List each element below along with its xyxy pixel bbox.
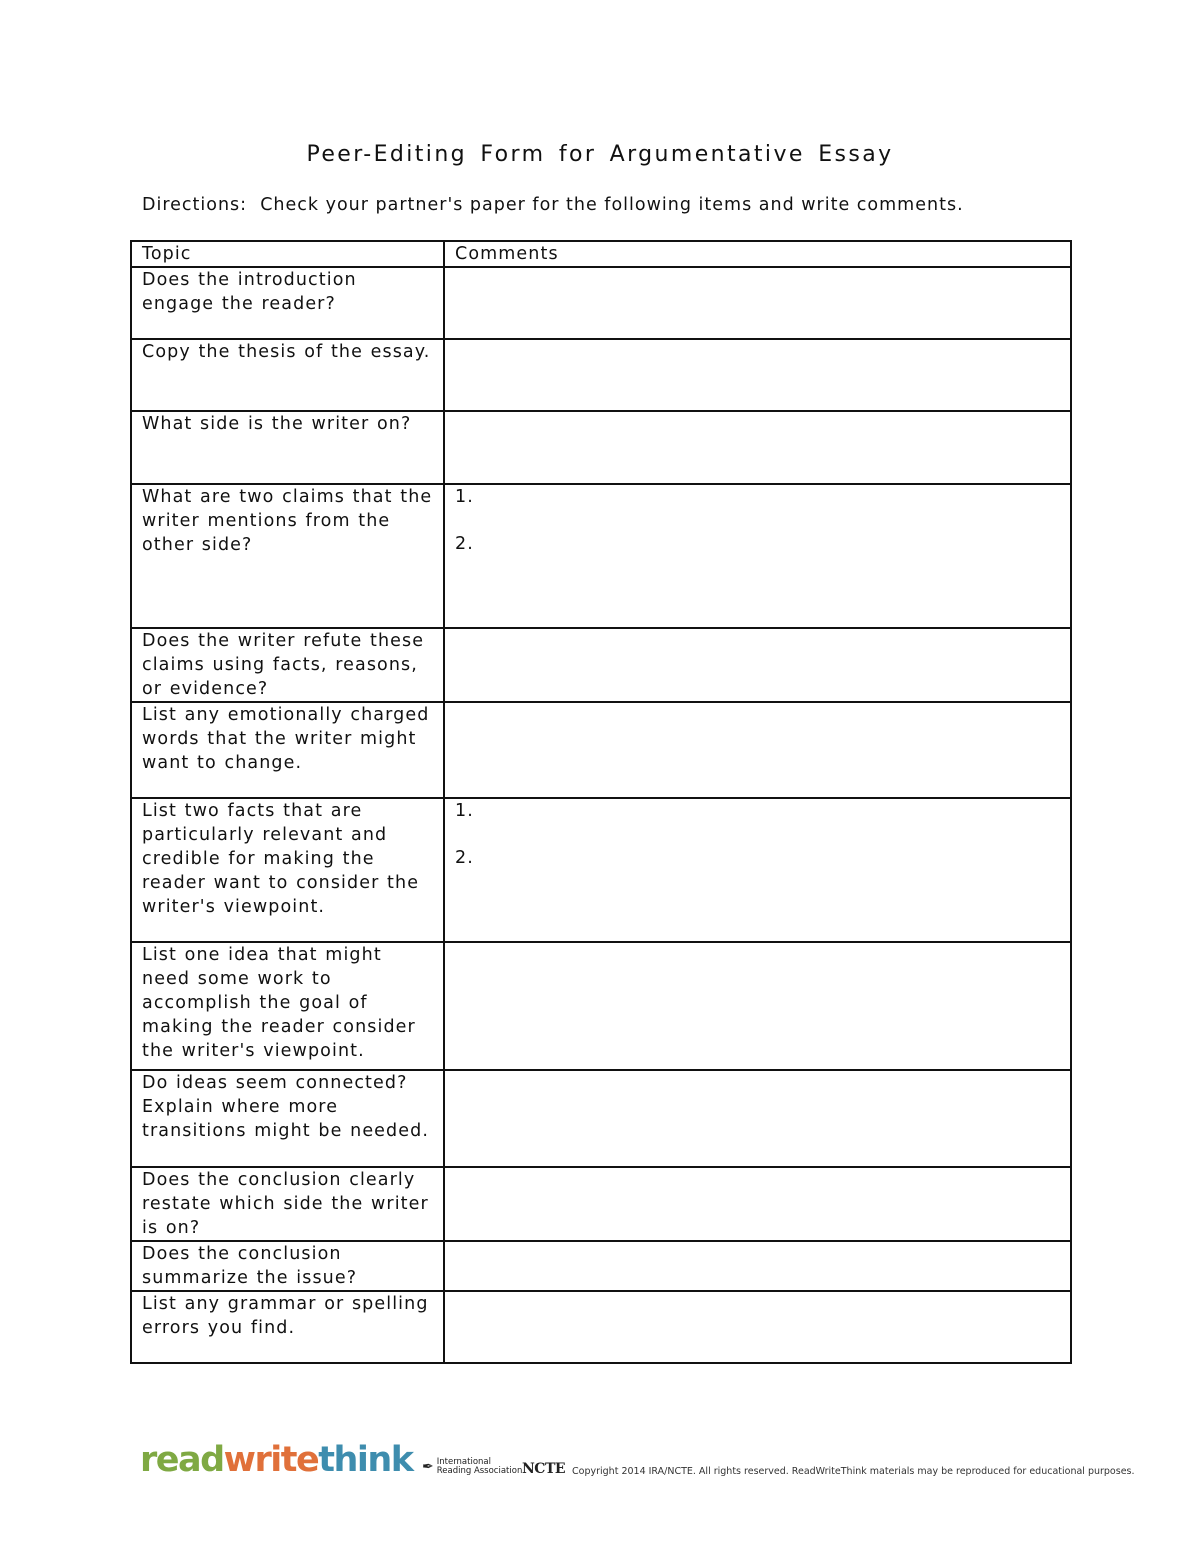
ira-text (437, 1458, 523, 1476)
header-comments: Comments (444, 241, 1071, 267)
table-row (131, 411, 1071, 484)
comment-number-1: 1. (455, 801, 474, 821)
table-row (131, 628, 1071, 702)
topic-cell: Does the introduction engage the reader? (131, 267, 444, 339)
table-row (131, 942, 1071, 1070)
ira-pen-icon: ✒ (422, 1459, 434, 1475)
comment-cell[interactable] (444, 411, 1071, 484)
table-row (131, 339, 1071, 411)
comment-number-1: 1. (455, 487, 474, 507)
topic-cell: What side is the writer on? (131, 411, 444, 484)
topic-cell: Does the writer refute these claims using facts, reasons, or evidence? (131, 628, 444, 702)
ira-logo (422, 1458, 522, 1476)
comment-cell[interactable] (444, 339, 1071, 411)
ira-line2: Reading Association (436, 1466, 523, 1476)
comment-cell[interactable] (444, 1241, 1071, 1291)
comment-number-2: 2. (455, 534, 474, 554)
topic-cell: Does the conclusion clearly restate which side the writer is on? (131, 1167, 444, 1241)
topic-cell: Does the conclusion summarize the issue? (131, 1241, 444, 1291)
table-row (131, 1241, 1071, 1291)
footer (140, 1440, 1135, 1480)
comment-cell[interactable] (444, 1070, 1071, 1167)
directions-text: Directions: Check your partner's paper for the following items and write comments. (142, 195, 964, 215)
table-row (131, 1291, 1071, 1363)
table-row (131, 267, 1071, 339)
readwritethink-logo (140, 1440, 413, 1480)
comment-cell[interactable] (444, 267, 1071, 339)
table-row (131, 702, 1071, 798)
page-title: Peer-Editing Form for Argumentative Essay (306, 142, 894, 167)
header-topic: Topic (131, 241, 444, 267)
ncte-logo: NCTE (522, 1461, 566, 1477)
comment-cell[interactable] (444, 628, 1071, 702)
topic-cell: List two facts that are particularly relevant and credible for making the reader want to consider the writer's viewpoint. (131, 798, 444, 942)
comment-cell[interactable] (444, 702, 1071, 798)
peer-editing-table (130, 240, 1072, 1364)
logo-write: write (223, 1440, 319, 1480)
copyright-text: Copyright 2014 IRA/NCTE. All rights reserved. ReadWriteThink materials may be reproduced for educational purposes. (572, 1466, 1135, 1477)
topic-cell: What are two claims that the writer mentions from the other side? (131, 484, 444, 628)
comment-cell[interactable] (444, 484, 1071, 628)
topic-cell: Do ideas seem connected? Explain where more transitions might be needed. (131, 1070, 444, 1167)
topic-cell: Copy the thesis of the essay. (131, 339, 444, 411)
comment-cell[interactable] (444, 1291, 1071, 1363)
comment-cell[interactable] (444, 798, 1071, 942)
table-header-row (131, 241, 1071, 267)
ira-line1: International (436, 1457, 491, 1467)
table-row (131, 484, 1071, 628)
comment-number-2: 2. (455, 848, 474, 868)
table-row (131, 798, 1071, 942)
comment-cell[interactable] (444, 1167, 1071, 1241)
topic-cell: List any grammar or spelling errors you find. (131, 1291, 444, 1363)
comment-cell[interactable] (444, 942, 1071, 1070)
topic-cell: List any emotionally charged words that the writer might want to change. (131, 702, 444, 798)
logo-think: think (318, 1440, 413, 1480)
table-row (131, 1070, 1071, 1167)
topic-cell: List one idea that might need some work to accomplish the goal of making the reader consider the writer's viewpoint. (131, 942, 444, 1070)
table-row (131, 1167, 1071, 1241)
logo-read: read (140, 1440, 224, 1480)
